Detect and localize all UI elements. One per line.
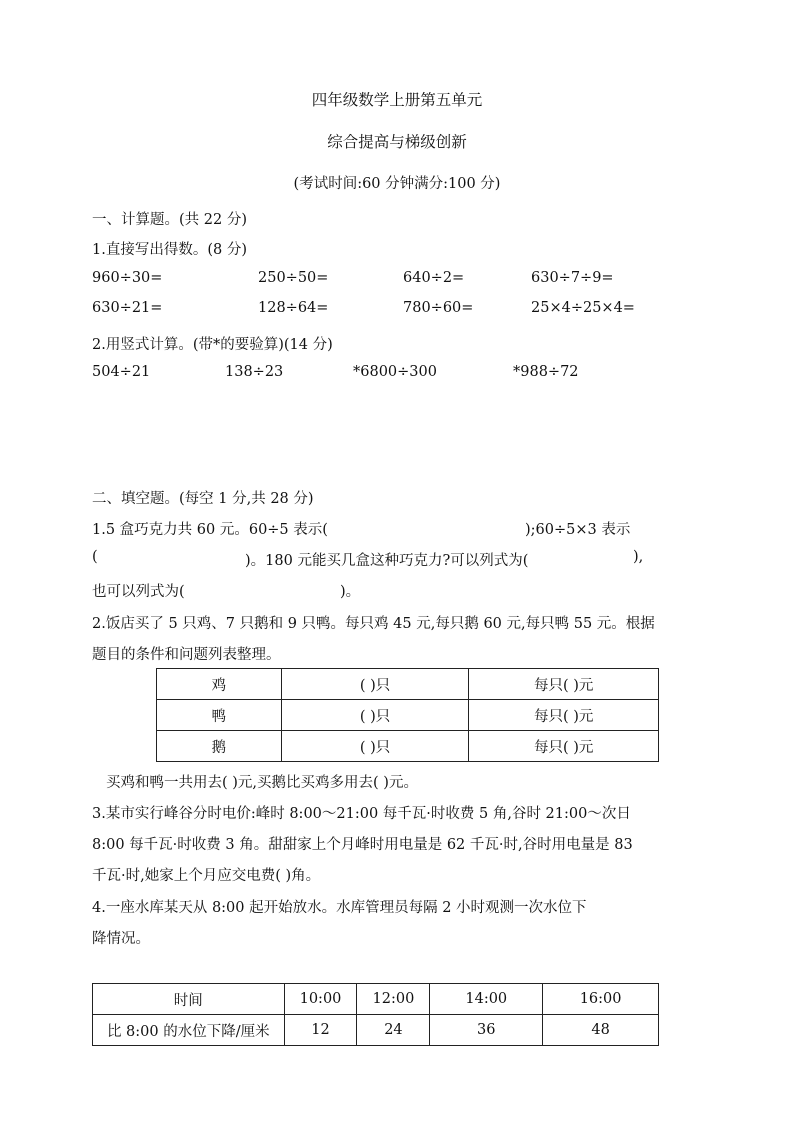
calc-item: 960÷30= [92, 270, 163, 286]
question-2-3-text: 千瓦·时,她家上个月应交电费( )角。 [92, 868, 321, 884]
table-cell: ( )只 [281, 700, 469, 731]
question-2-1-text: ), [633, 549, 644, 565]
table-header-row [93, 984, 659, 1015]
vertical-calc-item: *6800÷300 [353, 364, 437, 380]
calc-item: 128÷64= [258, 300, 329, 316]
table-row [157, 731, 659, 762]
question-2-4-text: 4.一座水库某天从 8:00 起开始放水。水库管理员每隔 2 小时观测一次水位下 [92, 900, 587, 916]
table-cell: 48 [543, 1015, 659, 1046]
question-2-1-text: )。 [340, 584, 361, 600]
page-subtitle: 综合提高与梯级创新 [327, 133, 467, 151]
question-2-1-text: 1.5 盒巧克力共 60 元。60÷5 表示( [92, 522, 328, 538]
table-cell: 鸡 [157, 669, 282, 700]
section-1-heading: 一、计算题。(共 22 分) [92, 212, 247, 228]
exam-info: (考试时间:60 分钟满分:100 分) [293, 176, 501, 192]
calc-item: 630÷21= [92, 300, 163, 316]
question-2-4-text: 降情况。 [92, 931, 150, 947]
question-2-1-text: ( [92, 549, 98, 565]
question-2-3-text: 8:00 每千瓦·时收费 3 角。甜甜家上个月峰时用电量是 62 千瓦·时,谷时用电量是 83 [92, 837, 633, 853]
table-cell: 每只( )元 [469, 731, 659, 762]
question-1-1-label: 1.直接写出得数。(8 分) [92, 242, 247, 258]
poultry-table [156, 668, 659, 762]
calc-item: 250÷50= [258, 270, 329, 286]
calc-item: 25×4÷25×4= [531, 300, 635, 316]
table-cell: 24 [357, 1015, 430, 1046]
table-header-cell: 12:00 [357, 984, 430, 1015]
calc-item: 640÷2= [403, 270, 465, 286]
table-header-cell: 14:00 [430, 984, 543, 1015]
table-cell: 每只( )元 [469, 700, 659, 731]
question-2-2-text: 题目的条件和问题列表整理。 [92, 647, 281, 663]
page-title: 四年级数学上册第五单元 [311, 91, 483, 109]
table-cell: 每只( )元 [469, 669, 659, 700]
table-cell: 比 8:00 的水位下降/厘米 [93, 1015, 285, 1046]
question-2-1-text: )。180 元能买几盒这种巧克力?可以列式为( [245, 553, 529, 569]
question-2-2-after: 买鸡和鸭一共用去( )元,买鹅比买鸡多用去( )元。 [106, 775, 418, 791]
table-row [93, 1015, 659, 1046]
table-header-cell: 16:00 [543, 984, 659, 1015]
table-row [157, 700, 659, 731]
calc-item: 780÷60= [403, 300, 474, 316]
section-2-heading: 二、填空题。(每空 1 分,共 28 分) [92, 491, 314, 507]
calc-item: 630÷7÷9= [531, 270, 614, 286]
question-2-1-text: );60÷5×3 表示 [525, 522, 631, 538]
question-2-3-text: 3.某市实行峰谷分时电价:峰时 8:00～21:00 每千瓦·时收费 5 角,谷时 21:00～次日 [92, 806, 631, 822]
table-cell: ( )只 [281, 669, 469, 700]
table-cell: 36 [430, 1015, 543, 1046]
table-cell: 鹅 [157, 731, 282, 762]
table-cell: 12 [284, 1015, 357, 1046]
table-header-cell: 时间 [93, 984, 285, 1015]
table-cell: ( )只 [281, 731, 469, 762]
water-level-table [92, 983, 659, 1046]
vertical-calc-item: *988÷72 [513, 364, 579, 380]
question-2-1-text: 也可以列式为( [92, 584, 185, 600]
question-1-2-label: 2.用竖式计算。(带*的要验算)(14 分) [92, 337, 333, 353]
table-row [157, 669, 659, 700]
vertical-calc-item: 138÷23 [225, 364, 284, 380]
table-cell: 鸭 [157, 700, 282, 731]
question-2-2-text: 2.饭店买了 5 只鸡、7 只鹅和 9 只鸭。每只鸡 45 元,每只鹅 60 元,每只鸭 55 元。根据 [92, 616, 655, 632]
table-header-cell: 10:00 [284, 984, 357, 1015]
vertical-calc-item: 504÷21 [92, 364, 151, 380]
